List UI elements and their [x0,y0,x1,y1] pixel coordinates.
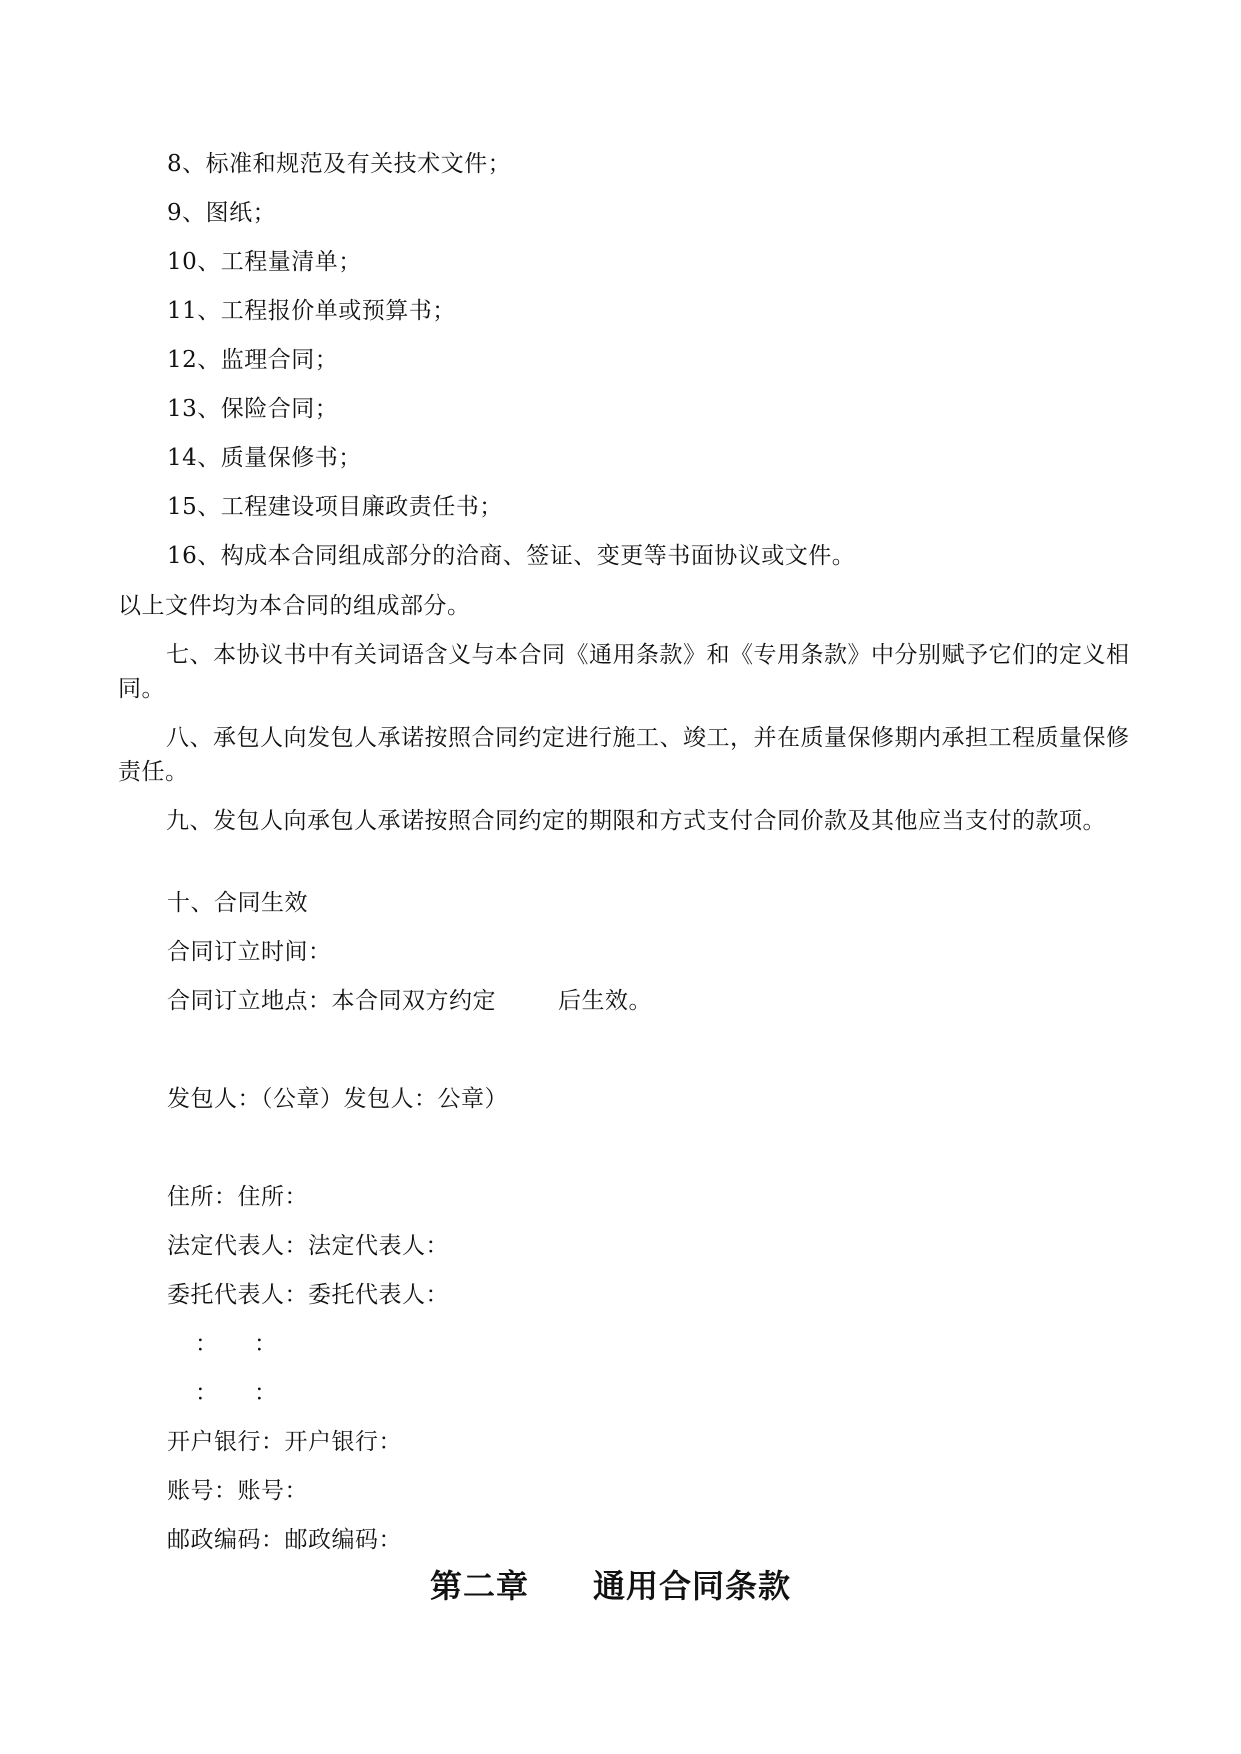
list-item: 10、工程量清单； [167,249,362,275]
list-item: 12、监理合同； [167,347,339,373]
contract-place-line [167,985,652,1017]
signature-address: 住所：住所： [167,1184,308,1210]
list-item: 15、工程建设项目廉政责任书； [167,494,503,520]
signature-postcode: 邮政编码：邮政编码： [167,1527,402,1553]
signature-account: 账号：账号： [167,1478,308,1504]
clause-ten: 十、合同生效 [167,890,308,916]
clause-eight: 八、承包人向发包人承诺按照合同约定进行施工、竣工，并在质量保修期内承担工程质量保修责任。 [118,725,1130,785]
signature-agent: 委托代表人：委托代表人： [167,1282,449,1308]
contract-place-label: 合同订立地点：本合同双方约定 [167,988,496,1014]
clause-seven: 七、本协议书中有关词语含义与本合同《通用条款》和《专用条款》中分别赋予它们的定义相同。 [118,642,1130,702]
signature-colon-row: ： ： [195,1331,278,1357]
list-item: 13、保险合同； [167,396,339,422]
chapter-title: 通用合同条款 [593,1567,792,1605]
signature-parties: 发包人：（公章）发包人：公章） [167,1086,508,1112]
summary-text: 以上文件均为本合同的组成部分。 [118,593,471,619]
list-item: 8、标准和规范及有关技术文件； [167,151,512,177]
signature-colon-row: ： ： [195,1380,278,1406]
list-item: 9、图纸； [167,200,277,226]
signature-legal-rep: 法定代表人：法定代表人： [167,1233,449,1259]
chapter-number: 第二章 [430,1567,530,1605]
list-item: 14、质量保修书； [167,445,362,471]
chapter-heading [430,1566,791,1606]
signature-bank: 开户银行：开户银行： [167,1429,402,1455]
clause-nine: 九、发包人向承包人承诺按照合同约定的期限和方式支付合同价款及其他应当支付的款项。 [166,808,1106,834]
list-item: 11、工程报价单或预算书； [167,298,456,324]
list-item: 16、构成本合同组成部分的洽商、签证、变更等书面协议或文件。 [167,543,856,569]
contract-time-label: 合同订立时间： [167,939,332,965]
contract-place-suffix: 后生效。 [558,988,652,1014]
